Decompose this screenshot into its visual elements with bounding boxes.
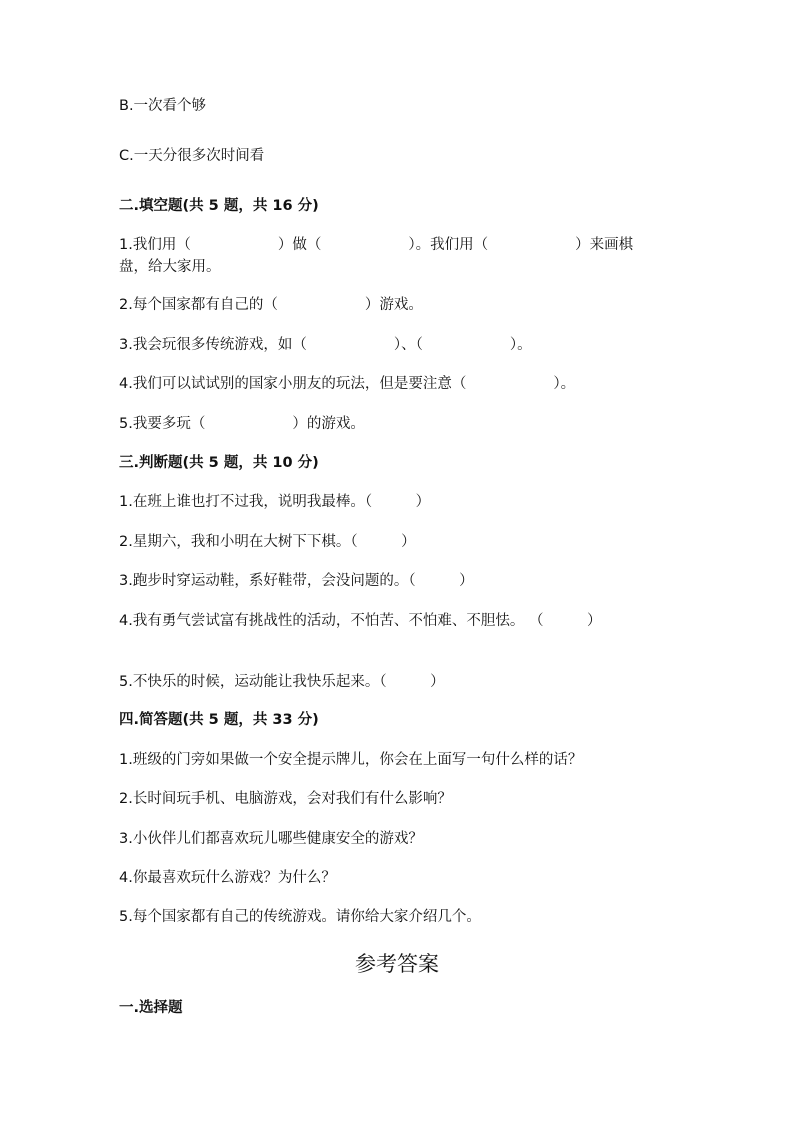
fill-blank-q5: 5.我要多玩（ ）的游戏。: [119, 416, 365, 432]
short-answer-q1: 1.班级的门旁如果做一个安全提示牌儿，你会在上面写一句什么样的话？: [119, 752, 583, 768]
answer-section-heading-choice: 一.选择题: [119, 1000, 183, 1016]
true-false-q5: 5.不快乐的时候，运动能让我快乐起来。（ ）: [119, 674, 445, 690]
true-false-q1: 1.在班上谁也打不过我，说明我最棒。（ ）: [119, 494, 431, 510]
section-heading-fill-blank: 二.填空题(共 5 题，共 16 分): [119, 198, 319, 214]
section-heading-short-answer: 四.简答题(共 5 题，共 33 分): [119, 712, 319, 728]
short-answer-q2: 2.长时间玩手机、电脑游戏，会对我们有什么影响？: [119, 791, 452, 807]
short-answer-q3: 3.小伙伴儿们都喜欢玩儿哪些健康安全的游戏？: [119, 831, 423, 847]
fill-blank-q3: 3.我会玩很多传统游戏，如（ ）、（ ）。: [119, 337, 532, 353]
true-false-q4: 4.我有勇气尝试富有挑战性的活动，不怕苦、不怕难、不胆怯。 （ ）: [119, 613, 602, 629]
fill-blank-q2: 2.每个国家都有自己的（ ）游戏。: [119, 297, 423, 313]
short-answer-q5: 5.每个国家都有自己的传统游戏。请你给大家介绍几个。: [119, 909, 481, 925]
section-heading-true-false: 三.判断题(共 5 题，共 10 分): [119, 455, 319, 471]
true-false-q3: 3.跑步时穿运动鞋，系好鞋带，会没问题的。（ ）: [119, 573, 474, 589]
fill-blank-q1-line1: 1.我们用（ ）做（ ）。我们用（ ）来画棋: [119, 237, 634, 253]
option-b: B.一次看个够: [119, 98, 207, 114]
true-false-q2: 2.星期六，我和小明在大树下下棋。（ ）: [119, 534, 416, 550]
answer-key-title: 参考答案: [355, 952, 439, 976]
fill-blank-q1-line2: 盘，给大家用。: [119, 259, 221, 275]
option-c: C.一天分很多次时间看: [119, 148, 265, 164]
fill-blank-q4: 4.我们可以试试别的国家小朋友的玩法，但是要注意（ ）。: [119, 376, 576, 392]
short-answer-q4: 4.你最喜欢玩什么游戏？为什么？: [119, 870, 336, 886]
